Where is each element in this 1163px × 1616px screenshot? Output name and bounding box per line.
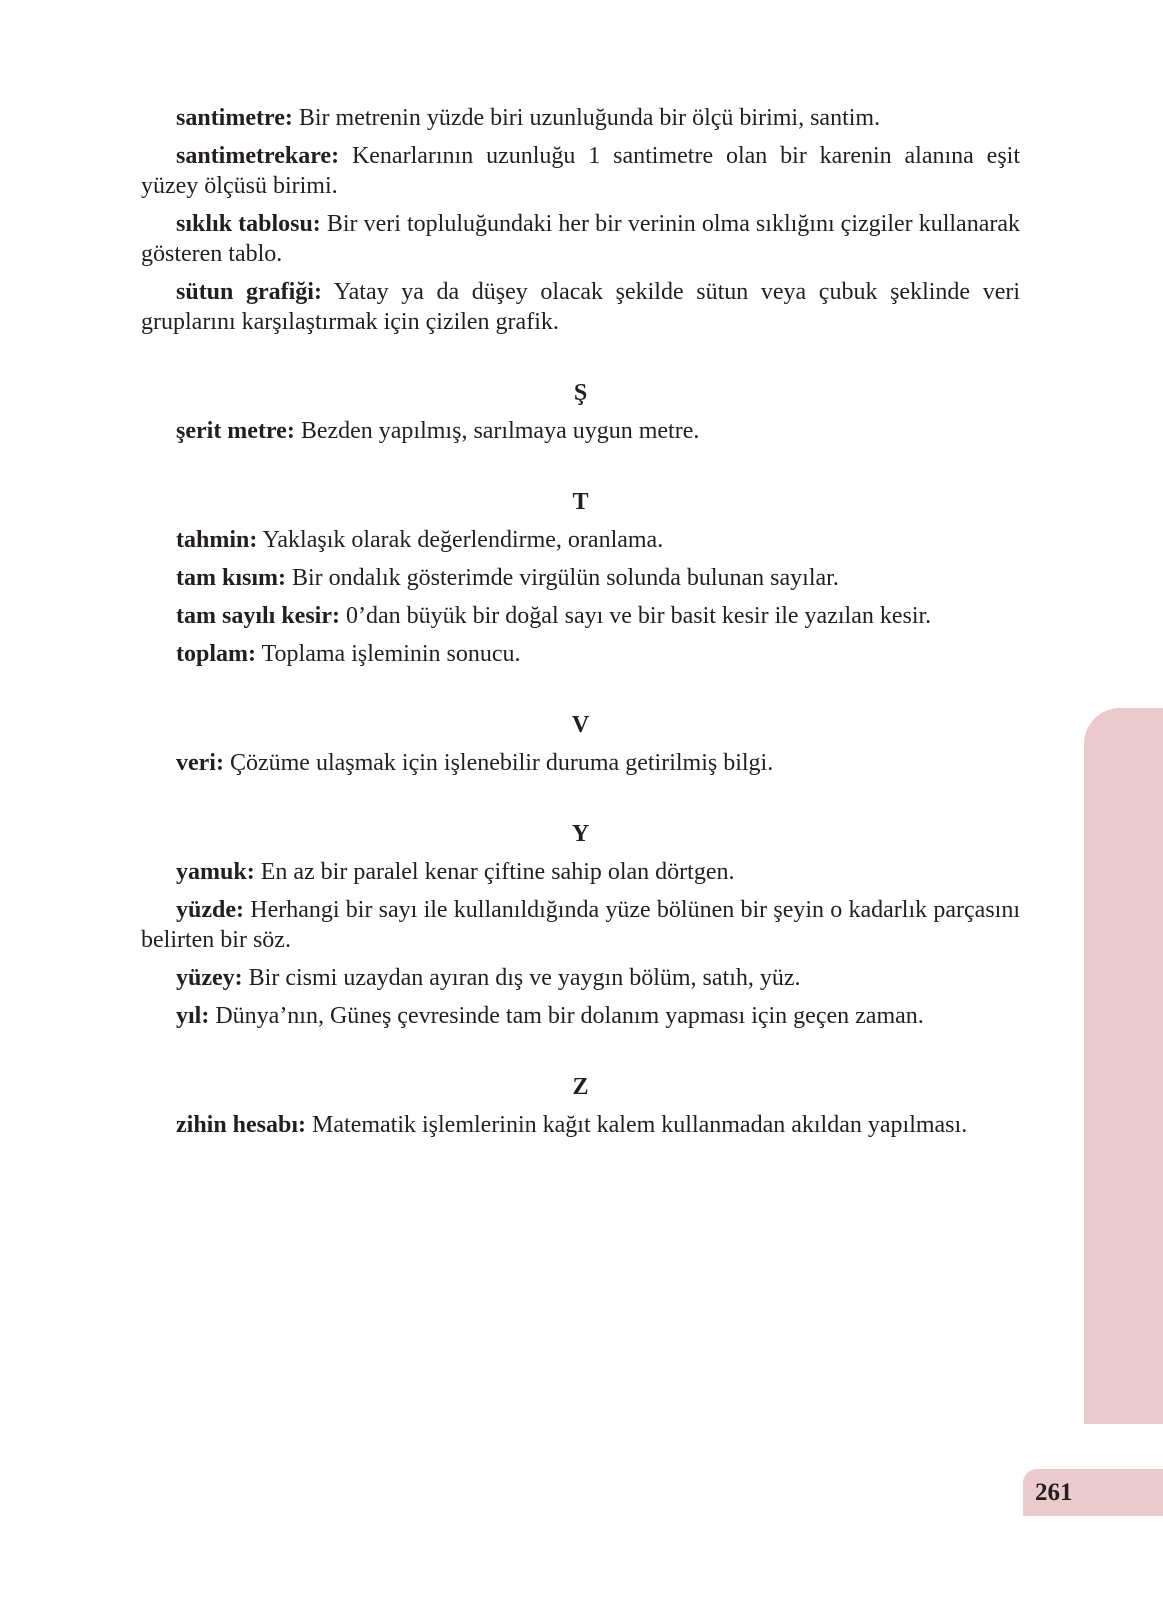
glossary-term: yüzde: [176,897,244,923]
glossary-term: yüzey: [176,965,243,991]
glossary-entry [141,209,1020,269]
glossary-definition: Matematik işlemlerinin kağıt kalem kullanmadan akıldan yapılması. [306,1112,968,1138]
glossary-definition: Herhangi bir sayı ile kullanıldığında yüze bölünen bir şeyin o kadarlık parçasını belirten bir söz. [141,897,1020,953]
section-letter-heading: Ş [573,380,588,406]
glossary-term: sütun grafiği: [176,279,322,305]
glossary-definition: Bir veri topluluğundaki her bir verinin olma sıklığını çizgiler kullanarak gösteren tablo. [141,211,1020,267]
glossary-content [141,103,1020,1148]
glossary-entry [141,1110,1020,1140]
section-letter-heading: V [571,712,590,738]
glossary-entry [141,103,1020,133]
glossary-entry [141,639,1020,669]
glossary-entry [141,601,1020,631]
glossary-entry [141,895,1020,955]
glossary-section-s-cedilla [141,378,1020,446]
glossary-entry [141,277,1020,337]
glossary-term: toplam: [176,641,256,667]
glossary-section-v [141,710,1020,778]
glossary-term: tam kısım: [176,565,286,591]
glossary-entry [141,748,1020,778]
glossary-entry [141,563,1020,593]
glossary-term: yamuk: [176,859,255,885]
page-number: 261 [1035,1479,1073,1506]
glossary-section-t [141,487,1020,669]
side-thumb-tab [1084,708,1163,1424]
glossary-term: veri: [176,750,224,776]
glossary-term: zihin hesabı: [176,1112,307,1138]
page-number-tab [1023,1469,1163,1516]
glossary-entry [141,857,1020,887]
glossary-entry [141,416,1020,446]
glossary-section-z [141,1072,1020,1140]
glossary-term: şerit metre: [176,418,295,444]
glossary-section-y [141,819,1020,1031]
glossary-definition: Kenarlarının uzunluğu 1 santimetre olan bir karenin alanına eşit yüzey ölçüsü birimi. [141,143,1020,199]
glossary-term: tam sayılı kesir: [176,603,340,629]
glossary-term: sıklık tablosu: [176,211,321,237]
glossary-definition: 0’dan büyük bir doğal sayı ve bir basit kesir ile yazılan kesir. [339,603,932,629]
glossary-term: tahmin: [176,527,258,553]
glossary-definition: Bezden yapılmış, sarılmaya uygun metre. [294,418,700,444]
glossary-definition: Dünya’nın, Güneş çevresinde tam bir dolanım yapması için geçen zaman. [209,1003,924,1029]
glossary-definition: En az bir paralel kenar çiftine sahip olan dörtgen. [254,859,735,885]
glossary-entry [141,525,1020,555]
glossary-term: santimetre: [176,105,293,131]
glossary-term: yıl: [176,1003,210,1029]
section-letter-heading: T [572,489,589,515]
glossary-entry [141,963,1020,993]
glossary-section-s [141,103,1020,337]
section-letter-heading: Z [572,1074,589,1100]
glossary-definition: Toplama işleminin sonucu. [256,641,521,667]
glossary-entry [141,141,1020,201]
glossary-definition: Çözüme ulaşmak için işlenebilir duruma getirilmiş bilgi. [223,750,774,776]
glossary-definition: Yatay ya da düşey olacak şekilde sütun veya çubuk şeklinde veri gruplarını karşılaştırmak için çizilen grafik. [141,279,1021,335]
glossary-definition: Bir cismi uzaydan ayıran dış ve yaygın bölüm, satıh, yüz. [242,965,801,991]
glossary-definition: Bir metrenin yüzde biri uzunluğunda bir ölçü birimi, santim. [292,105,881,131]
glossary-term: santimetrekare: [176,143,340,169]
glossary-definition: Yaklaşık olarak değerlendirme, oranlama. [257,527,664,553]
glossary-definition: Bir ondalık gösterimde virgülün solunda bulunan sayılar. [286,565,839,591]
section-letter-heading: Y [571,821,590,847]
glossary-entry [141,1001,1020,1031]
